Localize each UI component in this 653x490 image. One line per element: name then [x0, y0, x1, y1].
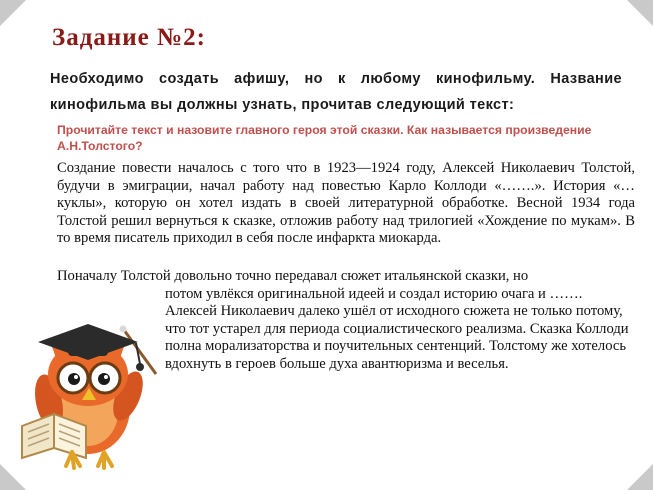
passage-paragraph-2-first-line: Поначалу Толстой довольно точно передавал сюжет итальянской сказки, но: [57, 268, 529, 284]
corner-decoration-bottom-right: [627, 464, 653, 490]
corner-decoration-top-left: [0, 0, 26, 26]
task-instruction-text: Необходимо создать афишу, но к любому кинофильму. Название кинофильма вы должны узнать, прочитав следующий текст:: [50, 71, 622, 113]
passage-paragraph-2-rest: потом увлёкся оригинальной идеей и создал историю очага и ……. Алексей Николаевич далеко ушёл от исходного сюжета не только потому, что тот устарел для периода социалистического реализма. Сказка Коллоди полна морализаторства и поучительных сентенций. Толстому же хотелось вдохнуть в героев больше духа авантюризма и веселья.: [165, 285, 629, 372]
slide-title: Задание №2:: [52, 24, 206, 51]
corner-decoration-top-right: [627, 0, 653, 26]
passage-paragraph-1: Создание повести началось с того что в 1923—1924 году, Алексей Николаевич Толстой, будучи в эмиграции, начал работу над повестью Карло Коллоди «…….». История «… куклы», которую он хотел издать в своей литературной обработке. Весной 1934 года Толстой решил вернуться к сказке, отложив работу над трилогией «Хождение по мукам». В то время писатель приходил в себя после инфаркта миокарда.: [57, 160, 635, 246]
reading-prompt-text: Прочитайте текст и назовите главного героя этой сказки. Как называется произведение А.Н.Толстого?: [57, 123, 592, 153]
owl-with-book-icon: [16, 316, 188, 484]
